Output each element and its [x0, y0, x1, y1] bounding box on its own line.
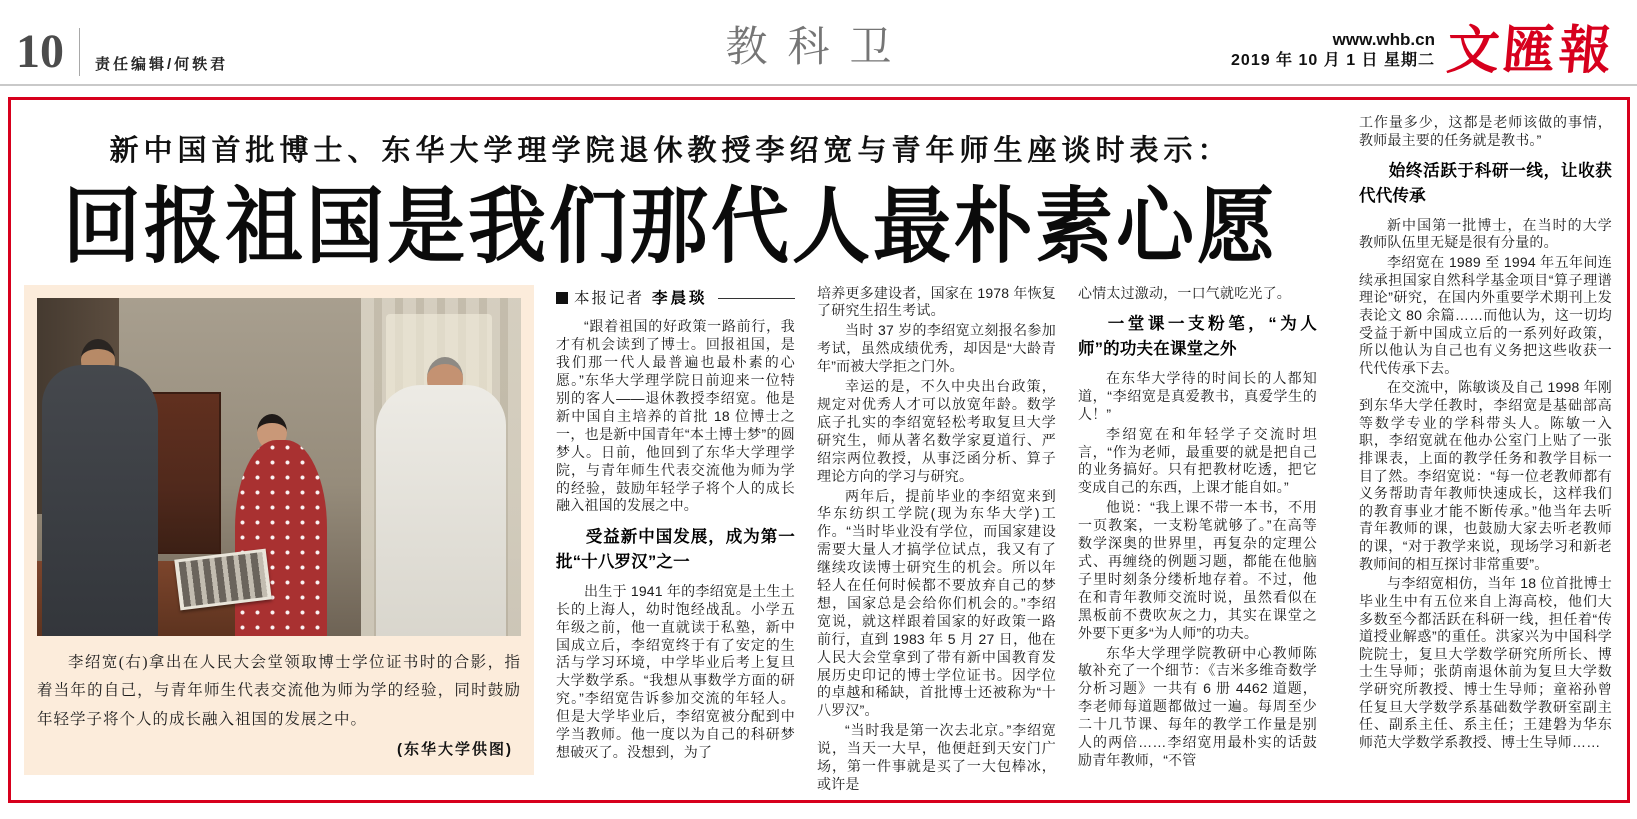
photo-person-right	[376, 385, 507, 635]
masthead-logo: 文匯報	[1444, 22, 1618, 80]
column-2-blocks	[817, 285, 1056, 794]
page-header-right	[1231, 22, 1618, 80]
editor-credit: 责任编辑/何轶君	[95, 55, 229, 73]
photo-person-left	[42, 365, 158, 635]
body-paragraph: 当时 37 岁的李绍宽立刻报名参加考试，虽然成绩优秀，却因是“大龄青年”而被大学拒之门外。	[817, 322, 1056, 375]
photo-block	[24, 285, 534, 775]
article-main-area	[24, 108, 1317, 793]
column-subhead: 始终活跃于科研一线，让收获代代传承	[1359, 162, 1612, 205]
body-paragraph: 培养更多建设者，国家在 1978 年恢复了研究生招生考试。	[817, 284, 1056, 319]
column-3-blocks	[1078, 285, 1317, 770]
body-paragraph: 东华大学理学院教研中心教师陈敏补充了一个细节：《吉米多维奇数学分析习题》一共有 6 册 4462 道题，李老师每道题都做过一遍。每周至少二十几节课、每年的教学工作量是别人的两倍……李绍宽用最朴实的话鼓励青年教师，“不管	[1078, 644, 1317, 768]
byline-square-icon	[556, 292, 568, 304]
body-paragraph: 工作量多少，这都是老师该做的事情，教师最主要的任务就是教书。”	[1359, 114, 1612, 148]
column-subhead: 受益新中国发展，成为第一批“十八罗汉”之一	[556, 528, 795, 572]
text-column-3	[1078, 285, 1317, 772]
photo-caption: 李绍宽(右)拿出在人民大会堂领取博士学位证书时的合影，指着当年的自己，与青年师生代表交流他为师为学的经验，同时鼓励年轻学子将个人的成长融入祖国的发展之中。	[37, 653, 521, 728]
issue-date: 2019 年 10 月 1 日 星期二	[1231, 52, 1435, 70]
section-title: 教科卫	[725, 23, 912, 70]
text-column-4	[1359, 108, 1612, 788]
byline	[556, 289, 795, 309]
article-headline: 回报祖国是我们那代人最朴素心愿	[62, 179, 1278, 273]
body-paragraph: 幸运的是，不久中央出台政策，规定对优秀人才可以放宽年龄。数学底子扎实的李绍宽轻松考取复旦大学研究生，师从著名数学家夏道行、严绍宗两位教授，从事泛函分析、算子理论方向的学习与研究。	[817, 378, 1056, 484]
body-paragraph: “当时我是第一次去北京。”李绍宽说，当天一大早，他便赶到天安门广场，第一件事就是买了一大包棒冰，或许是	[817, 722, 1056, 793]
body-paragraph: 与李绍宽相仿，当年 18 位首批博士毕业生中有五位来自上海高校，他们大多数至今都活跃在科研一线，担任着“传道授业解惑”的重任。洪家兴为中国科学院院士，复旦大学数学研究所所长、博士生导师；张荫南退休前为复旦大学数学研究所教授、博士生导师；童裕孙曾任复旦大学数学系基础数学教研室副主任、副系主任、系主任；王建磐为华东师范大学数学系教授、博士生导师……	[1359, 575, 1612, 750]
photo-album-print	[179, 553, 268, 608]
column-4-blocks	[1359, 114, 1612, 752]
body-paragraph: 李绍宽在 1989 至 1994 年五年间连续承担国家自然科学基金项目“算子理谱理论”研究，在国内外重要学术期刊上发表论文 80 余篇……而他认为，这一切均受益于新中国成立后的一系列好政策，所以他认为自己也有义务把这些收获一代代传承下去。	[1359, 254, 1612, 376]
body-paragraph: 李绍宽在和年轻学子交流时坦言，“作为老师，最重要的就是把自己的业务搞好。只有把教材吃透，把它变成自己的东西，上课才能自如。”	[1078, 425, 1317, 496]
body-paragraph: “跟着祖国的好政策一路前行，我才有机会读到了博士。回报祖国，是我们那一代人最普遍也最朴素的心愿。”东华大学理学院日前迎来一位特别的客人——退休教授李绍宽。他是新中国自主培养的首批 18 位博士之一，也是新中国青年“本土博士梦”的圆梦人。日前，他回到了东华大学理学院，与青年师生代表交流他为师为学的经验，鼓励年轻学子将个人的成长融入祖国的发展之中。	[556, 318, 795, 514]
body-paragraph: 他说：“我上课不带一本书，不用一页教案，一支粉笔就够了。”在高等数学深奥的世界里，再复杂的定理公式、再缠绕的例题习题，都能在他脑子里时刻条分缕析地存着。不过，他在和青年教师交流时说，虽然看似在黑板前不费吹灰之力，其实在课堂之外要下更多“为人师”的功夫。	[1078, 499, 1317, 641]
body-paragraph: 在东华大学待的时间长的人都知道，“李绍宽是真爱教书，真爱学生的人！”	[1078, 369, 1317, 422]
text-column-1	[556, 285, 795, 764]
website-url: www.whb.cn	[1332, 30, 1435, 50]
photo-credit: (东华大学供图)	[397, 740, 513, 758]
article-body-row	[24, 285, 1317, 796]
body-paragraph: 在交流中，陈敏谈及自己 1998 年刚到东华大学任教时，李绍宽是基础部高等数学专业的学科带头人。陈敏一入职，李绍宽就在他办公室门上贴了一张排课表，上面的教学任务和教学目标一目了然。李绍宽说：“每一位老教师都有义务帮助青年教师快速成长，这样我们的教育事业才能不断传承。”他当年去听青年教师的课，也鼓励大家去听老教师的课，“对于教学来说，现场学习和新老教师间的相互探讨非常重要”。	[1359, 379, 1612, 572]
article-inner	[24, 108, 1612, 793]
text-column-2	[817, 285, 1056, 796]
byline-prefix: 本报记者	[574, 289, 645, 307]
body-paragraph: 出生于 1941 年的李绍宽是土生土长的上海人，幼时饱经战乱。小学五年级之前，他一直就读于私塾，新中国成立后，李绍宽终于有了安定的生活与学习环境，中学毕业后考上复旦大学数学系。“我想从事数学方面的研究。”李绍宽告诉参加交流的年轻人。但是大学毕业后，李绍宽被分配到中学当教师。他一度以为自己的科研梦想破灭了。没想到，为了	[556, 582, 795, 760]
byline-name: 李晨琰	[652, 289, 708, 307]
body-paragraph: 心情太过激动，一口气就吃光了。	[1078, 284, 1291, 301]
column-subhead: 一堂课一支粉笔，“为人师”的功夫在课堂之外	[1078, 315, 1317, 359]
photo-person-center	[235, 440, 327, 636]
header-divider	[79, 28, 80, 76]
page-number: 10	[16, 25, 64, 79]
byline-rule	[718, 298, 795, 299]
body-paragraph: 新中国第一批博士，在当时的大学教师队伍里无疑是很有分量的。	[1359, 216, 1612, 251]
page-header	[0, 0, 1637, 86]
page-header-left	[16, 25, 229, 79]
article-frame	[8, 97, 1630, 803]
article-kicker: 新中国首批博士、东华大学理学院退休教授李绍宽与青年师生座谈时表示：	[109, 135, 1232, 167]
header-meta	[1231, 29, 1435, 76]
body-paragraph: 两年后，提前毕业的李绍宽来到华东纺织工学院(现为东华大学)工作。“当时毕业没有学位，而国家建设需要大量人才搞学位试点，我又有了继续攻读博士研究生的机会。所以年轻人在任何时候都不要放弃自己的梦想，国家总是会给你们机会的。”李绍宽说，就这样跟着国家的好政策一路前行，直到 1983 年 5 月 27 日，他在人民大会堂拿到了带有新中国教育发展历史印记的博士学位证书。因学位的卓越和稀缺，首批博士还被称为“十八罗汉”。	[817, 487, 1056, 719]
article-photo	[37, 298, 521, 636]
column-1-blocks	[556, 318, 795, 762]
